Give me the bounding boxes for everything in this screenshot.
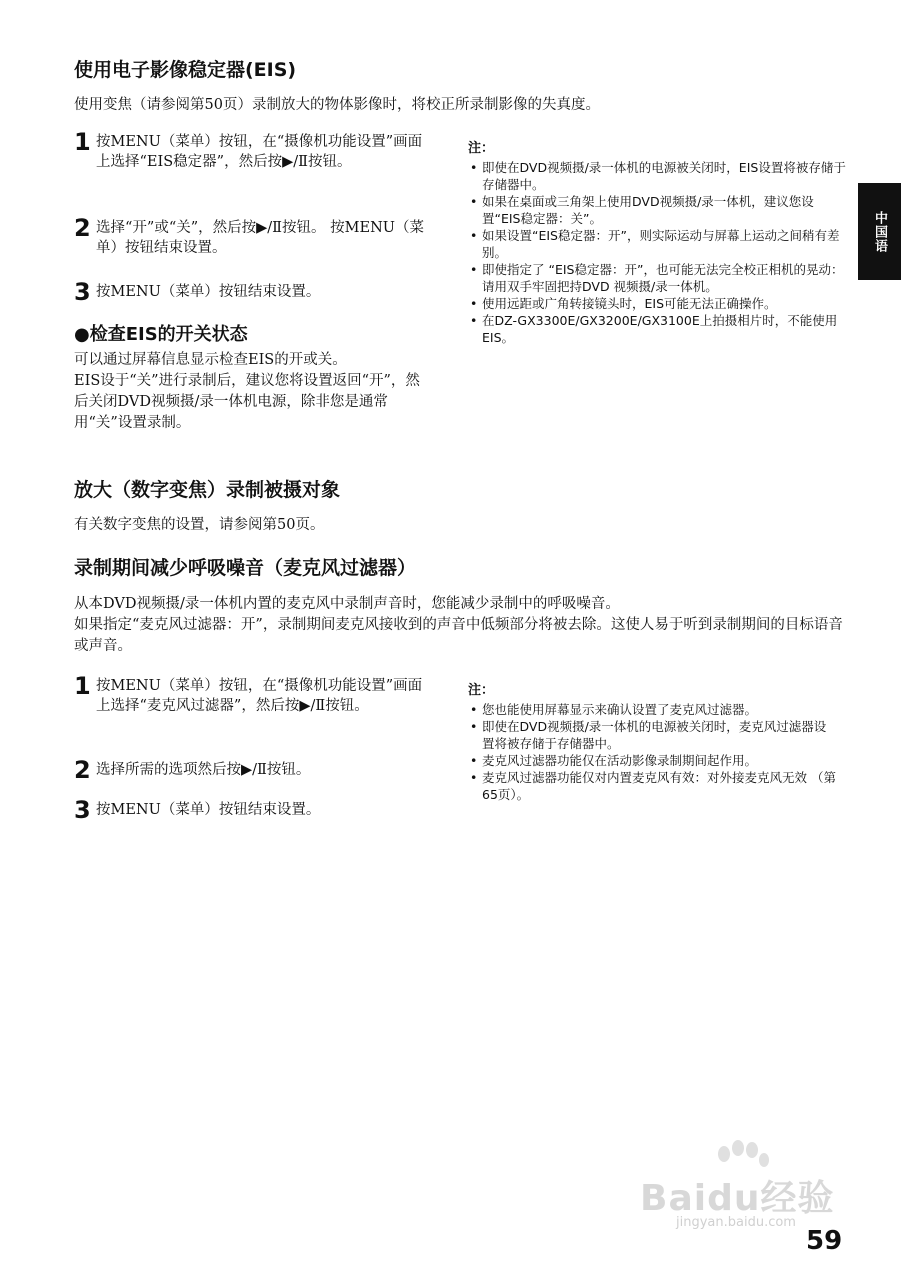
eis-step-3 — [74, 278, 434, 306]
note-item: • 使用远距或广角转接镜头时，EIS可能无法正确操作。 — [468, 295, 848, 312]
section-title-eis: 使用电子影像稳定器(EIS) — [74, 59, 297, 81]
step-text: 按MENU（菜单）按钮结束设置。 — [96, 284, 321, 300]
language-tab-label: 中国语 — [872, 210, 887, 253]
check-eis-line: 可以通过屏幕信息显示检查EIS的开或关。 — [74, 352, 347, 368]
step-text: 选择所需的选项然后按▶/Ⅱ按钮。 — [96, 762, 311, 778]
mic-step-3 — [74, 796, 434, 824]
step-number: 3 — [74, 796, 91, 824]
note-item: • 即使在DVD视频摄/录一体机的电源被关闭时，麦克风过滤器设置将被存储于存储器中。 — [468, 718, 838, 752]
step-number: 1 — [74, 128, 91, 156]
check-eis-line: EIS设于“关”进行录制后，建议您将设置返回“开”，然后关闭DVD视频摄/录一体机电源，除非您是通常用“关”设置录制。 — [74, 373, 420, 431]
step-number: 1 — [74, 672, 91, 700]
step-number: 2 — [74, 756, 91, 784]
note-item: • 即使在DVD视频摄/录一体机的电源被关闭时，EIS设置将被存储于存储器中。 — [468, 159, 848, 193]
eis-step-1 — [74, 128, 434, 172]
check-eis-body — [74, 350, 432, 434]
step-text: 按MENU（菜单）按钮，在“摄像机功能设置”画面上选择“EIS稳定器”，然后按▶/Ⅱ按钮。 — [96, 134, 423, 170]
note-item: • 您也能使用屏幕显示来确认设置了麦克风过滤器。 — [468, 701, 838, 718]
section-title-mic-filter: 录制期间减少呼吸噪音（麦克风过滤器） — [74, 557, 417, 579]
mic-step-1 — [74, 672, 434, 716]
intro-line: 从本DVD视频摄/录一体机内置的麦克风中录制声音时，您能减少录制中的呼吸噪音。 — [74, 596, 620, 612]
step-text: 按MENU（菜单）按钮，在“摄像机功能设置”画面上选择“麦克风过滤器”，然后按▶/Ⅱ按钮。 — [96, 678, 423, 714]
baidu-watermark-url: jingyan.baidu.com — [676, 1215, 796, 1230]
section-title-digital-zoom: 放大（数字变焦）录制被摄对象 — [74, 479, 341, 501]
section-intro-mic-filter — [74, 594, 844, 657]
section-intro-digital-zoom: 有关数字变焦的设置，请参阅第50页。 — [74, 517, 325, 533]
note-item: • 在DZ-GX3300E/GX3200E/GX3100E上拍摄相片时，不能使用EIS。 — [468, 312, 848, 346]
note-title: 注： — [468, 141, 495, 156]
step-text: 按MENU（菜单）按钮结束设置。 — [96, 802, 321, 818]
step-text: 选择“开”或“关”，然后按▶/Ⅱ按钮。 按MENU（菜单）按钮结束设置。 — [96, 220, 424, 256]
intro-line: 如果指定“麦克风过滤器：开”，录制期间麦克风接收到的声音中低频部分将被去除。这使人易于听到录制期间的目标语音或声音。 — [74, 617, 843, 654]
eis-step-2 — [74, 214, 434, 258]
mic-notes — [468, 682, 838, 803]
eis-notes — [468, 140, 848, 346]
note-list — [468, 159, 848, 346]
check-eis-heading: ●检查EIS的开关状态 — [74, 324, 248, 345]
note-item: • 麦克风过滤器功能仅对内置麦克风有效：对外接麦克风无效 （第65页）。 — [468, 769, 838, 803]
note-item: • 麦克风过滤器功能仅在活动影像录制期间起作用。 — [468, 752, 838, 769]
section-intro-eis: 使用变焦（请参阅第50页）录制放大的物体影像时，将校正所录制影像的失真度。 — [74, 97, 600, 113]
step-number: 3 — [74, 278, 91, 306]
note-item: • 如果在桌面或三角架上使用DVD视频摄/录一体机，建议您设置“EIS稳定器：关”。 — [468, 193, 848, 227]
page-number: 59 — [806, 1226, 843, 1256]
note-item: • 如果设置“EIS稳定器：开”，则实际运动与屏幕上运动之间稍有差别。 — [468, 227, 848, 261]
baidu-watermark-logo: Baidu经验 — [640, 1178, 835, 1219]
note-list — [468, 701, 838, 803]
language-side-tab — [858, 183, 901, 280]
note-title: 注： — [468, 683, 495, 698]
note-item: • 即使指定了 “EIS稳定器：开”，也可能无法完全校正相机的晃动：请用双手牢固把持DVD 视频摄/录一体机。 — [468, 261, 848, 295]
mic-step-2 — [74, 756, 434, 784]
step-number: 2 — [74, 214, 91, 242]
